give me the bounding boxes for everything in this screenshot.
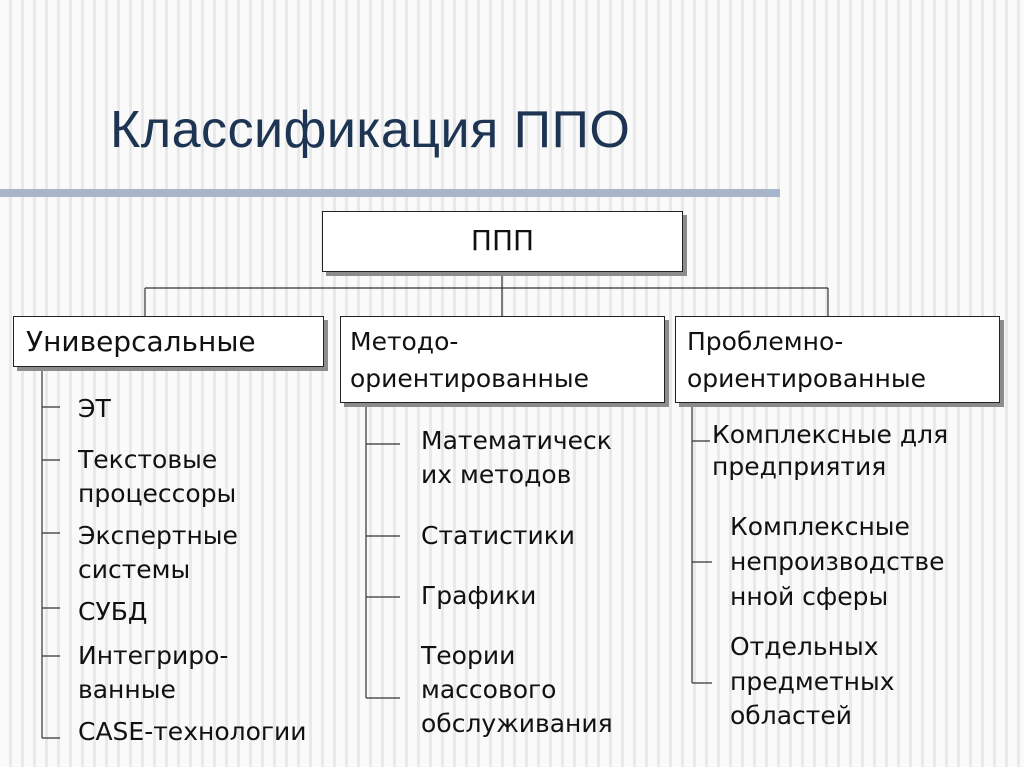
- list-item: Экспертные: [78, 521, 238, 550]
- list-item: Математическ: [421, 426, 612, 455]
- list-item: Текстовые: [78, 445, 218, 474]
- list-item: Отдельных: [730, 632, 879, 661]
- list-item: их методов: [421, 460, 572, 489]
- list-item: ЭТ: [78, 394, 111, 423]
- list-item: Комплексные для: [712, 420, 949, 449]
- category-box-method-oriented: [340, 316, 665, 403]
- list-item: предприятия: [712, 452, 887, 481]
- list-item: СУБД: [78, 597, 148, 626]
- list-item: CASE-технологии: [78, 717, 307, 746]
- list-item: массового: [421, 675, 557, 704]
- category-label: Проблемно-: [687, 327, 844, 356]
- category-box-universal: [13, 316, 324, 367]
- category-label: Методо-: [350, 327, 459, 356]
- category-label: Универсальные: [26, 325, 256, 358]
- list-item: Теории: [421, 641, 516, 670]
- list-item: предметных: [730, 667, 895, 696]
- root-label: ППП: [470, 224, 535, 257]
- list-item: Графики: [421, 581, 537, 610]
- list-item: областей: [730, 701, 852, 730]
- list-item: непроизводстве: [730, 547, 945, 576]
- list-item: ванные: [78, 675, 176, 704]
- root-box: [322, 211, 683, 272]
- list-item: процессоры: [78, 479, 237, 508]
- category-label: ориентированные: [350, 364, 589, 393]
- category-label: ориентированные: [687, 364, 926, 393]
- list-item: системы: [78, 555, 191, 584]
- slide-title: Классификация ППО: [110, 101, 631, 159]
- list-item: Статистики: [421, 521, 576, 550]
- list-item: обслуживания: [421, 709, 613, 738]
- list-item: нной сферы: [730, 582, 889, 611]
- list-item: Комплексные: [730, 512, 910, 541]
- list-item: Интегриро-: [78, 641, 229, 670]
- category-box-problem-oriented: [675, 316, 1000, 403]
